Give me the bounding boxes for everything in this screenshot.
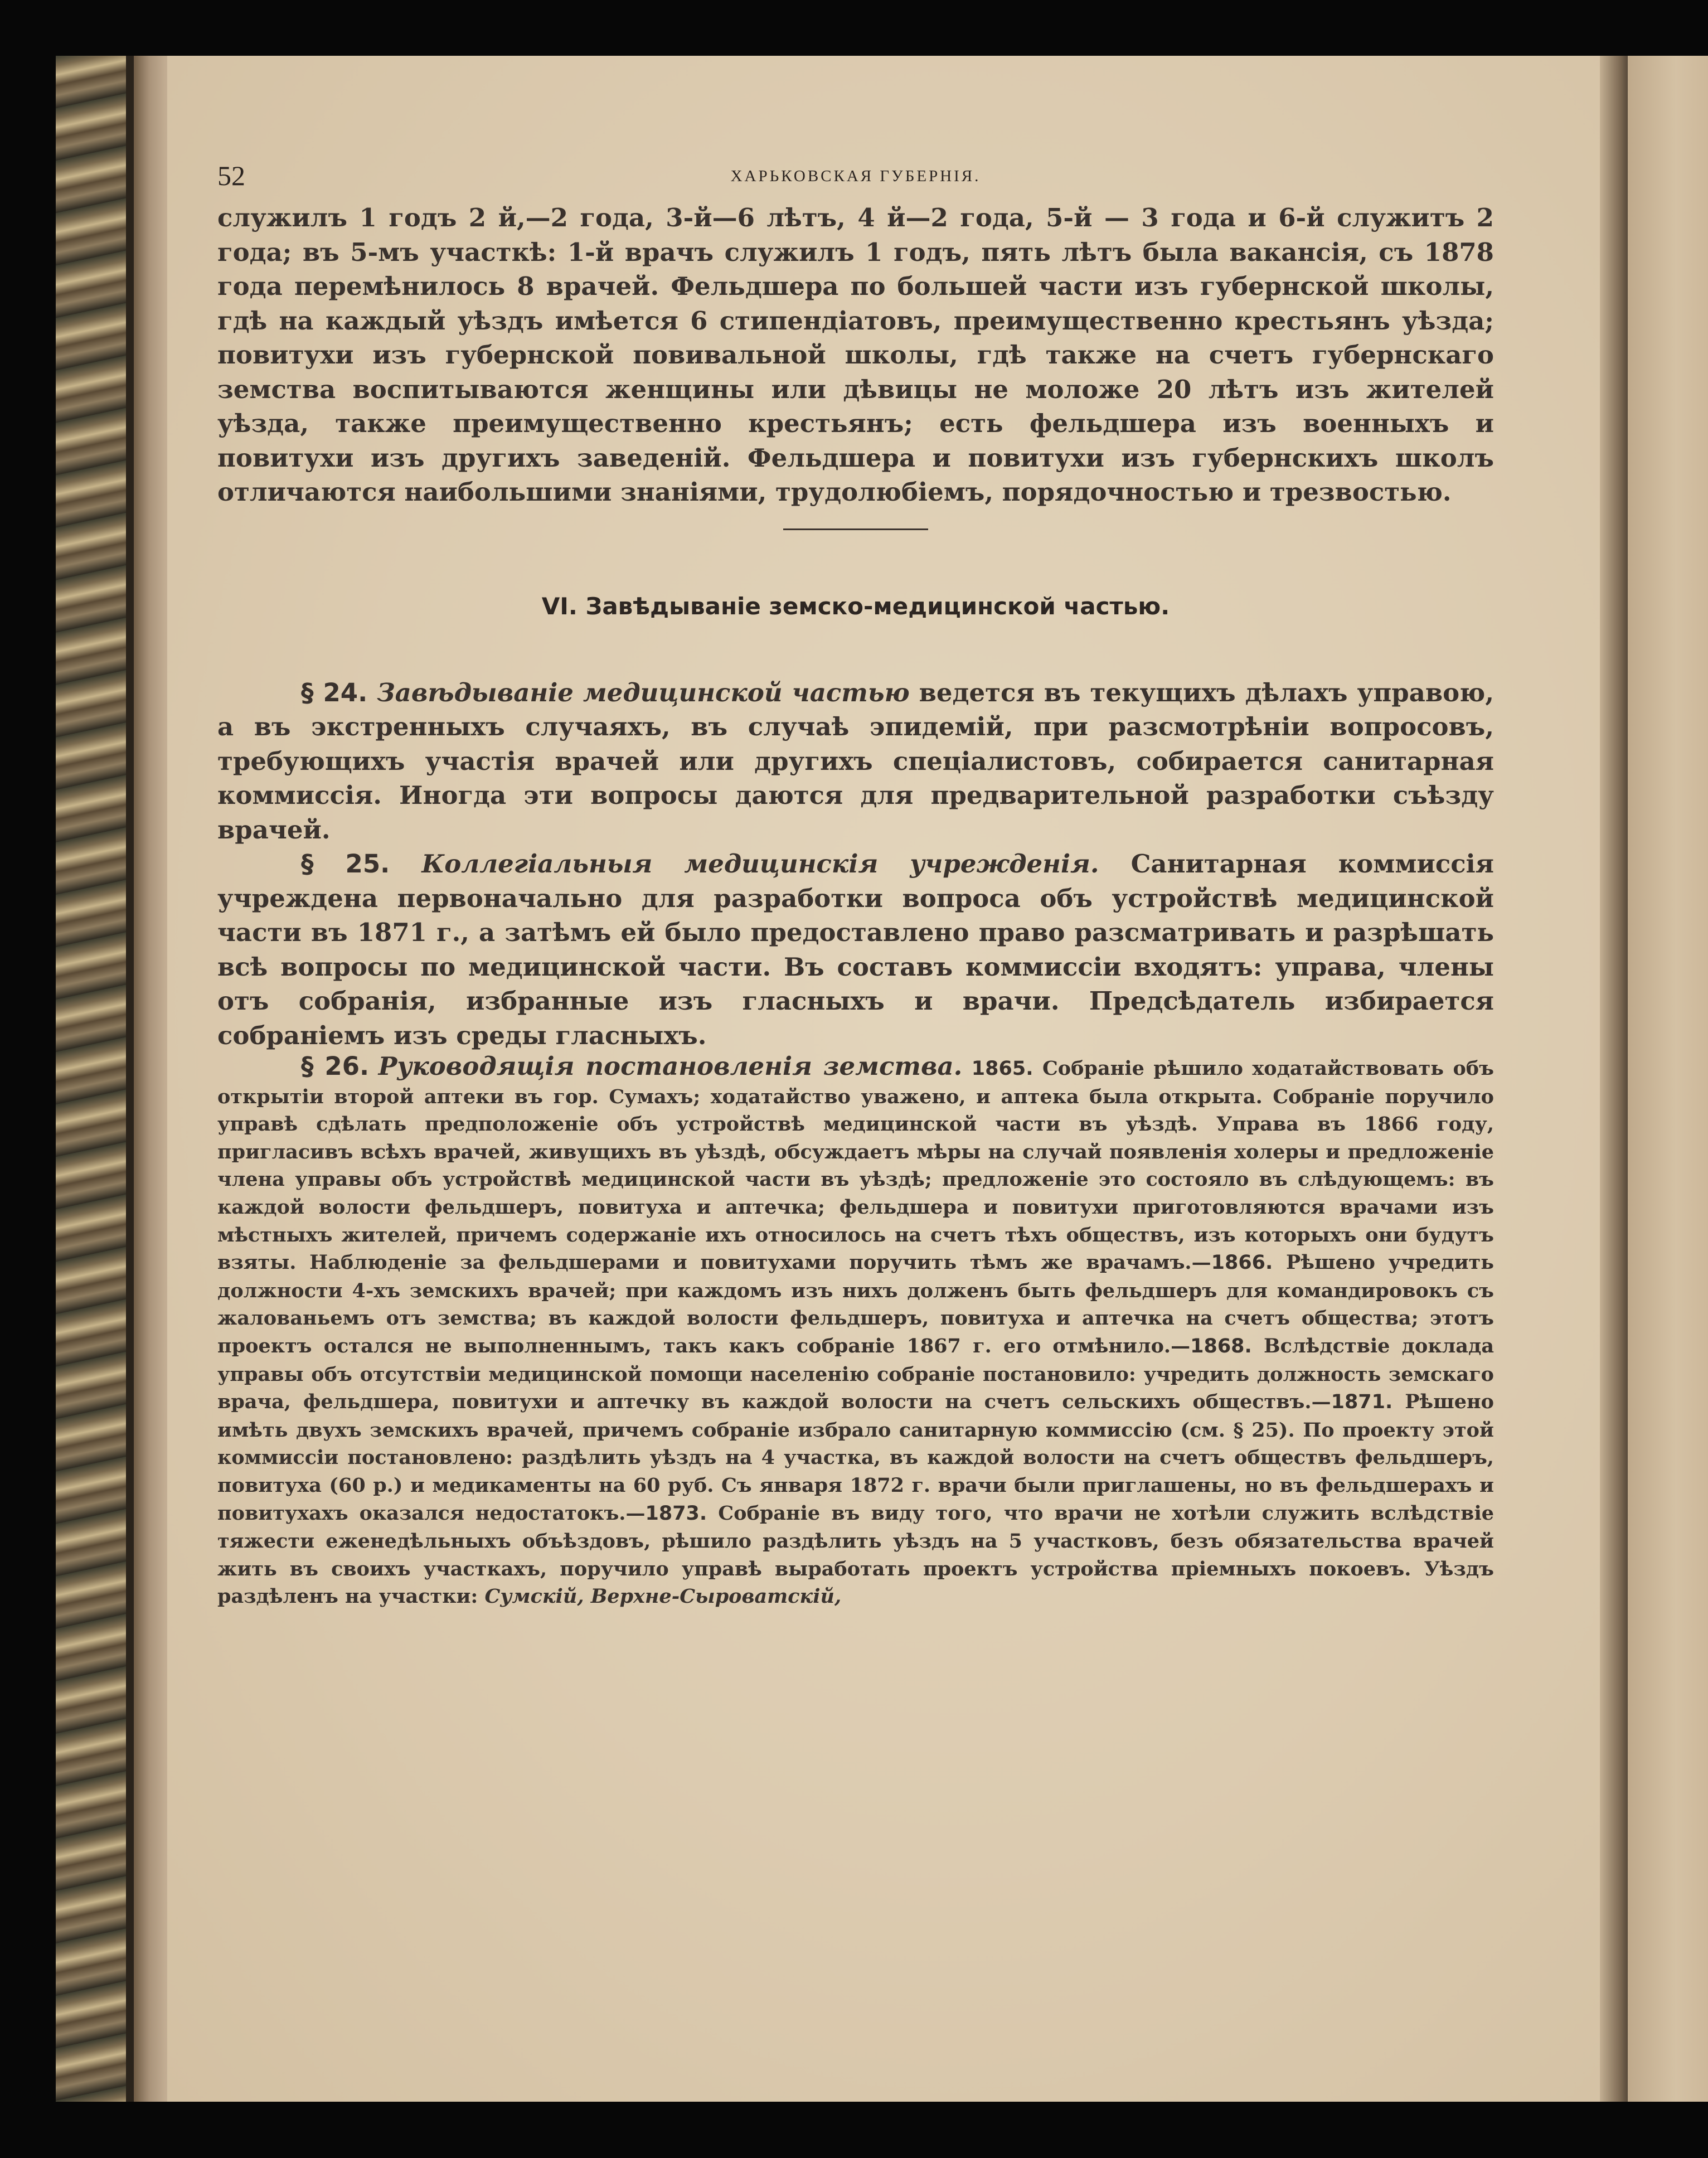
page-number: 52 — [217, 160, 245, 191]
paragraph-24 — [217, 676, 1494, 847]
paragraph-text: Вслѣдствіе доклада управы объ отсутствіи медицинской помощи населенію собраніе постановило: учредить должность земскаго врача, фельдшера, повитухи и аптечку въ каждой волости на счетъ сельскихъ обществъ.— — [217, 1334, 1494, 1414]
year-marker: 1865. — [971, 1058, 1033, 1080]
paragraph-number: § 25. — [301, 849, 390, 879]
page-content — [217, 151, 1494, 1611]
year-marker: 1871. — [1331, 1391, 1393, 1414]
page-header — [217, 151, 1494, 201]
place-names: Сумскій, Верхне-Сыроватскій, — [484, 1585, 842, 1608]
running-head: ХАРЬКОВСКАЯ ГУБЕРНІЯ. — [730, 167, 981, 185]
paragraph-text: Собраніе въ виду того, что врачи не хотѣли служить вслѣдствіе тяжести еженедѣльныхъ объѣздовъ, рѣшило раздѣлить уѣздъ на 5 участковъ, безъ обязательства врачей жить въ своихъ участкахъ, поручило управѣ выработать проектъ устройства пріемныхъ покоевъ. Уѣздъ раздѣленъ на участки: — [217, 1501, 1494, 1608]
paragraph-25 — [217, 847, 1494, 1053]
facing-page-edge — [1628, 56, 1708, 2102]
paragraph-text: Санитарная коммиссія учреждена первоначально для разработки вопроса объ устройствѣ медицинской части въ 1871 г., а затѣмъ ей было предоставлено право разсматривать и разрѣшать всѣ вопросы по медицинской части. Въ составъ коммиссіи входятъ: управа, члены отъ собранія, избранные изъ гласныхъ и врачи. Предсѣдатель избирается собраніемъ изъ среды гласныхъ. — [217, 849, 1494, 1050]
paragraph-number: § 24. — [301, 677, 368, 707]
paragraph-number: § 26. — [301, 1051, 370, 1081]
section-title: VI. Завѣдываніе земско-медицинской частью. — [541, 592, 1170, 620]
year-marker: 1873. — [645, 1502, 707, 1525]
paragraph-text: Рѣшено учредить должности 4-хъ земскихъ врачей; при каждомъ изъ нихъ долженъ быть фельдшеръ для командировокъ съ жалованьемъ отъ земства; въ каждой волости фельдшеръ, повитуха и аптечка на счетъ общества; этотъ проектъ остался не выполненнымъ, такъ какъ собраніе 1867 г. его отмѣнило.— — [217, 1251, 1494, 1357]
paragraph-text: Рѣшено имѣть двухъ земскихъ врачей, причемъ собраніе избрало санитарную коммиссію (см. § 25). По проекту этой коммиссіи постановлено: раздѣлить уѣздъ на 4 участка, въ каждой волости на счетъ обществъ фельдшеръ, повитуха (60 р.) и медикаменты на 60 руб. Съ января 1872 г. врачи были приглашены, но въ фельдшерахъ и повитухахъ оказался недостатокъ.— — [217, 1390, 1494, 1525]
paragraph-26 — [217, 1053, 1494, 1611]
year-marker: 1868. — [1190, 1335, 1252, 1357]
year-marker: 1866. — [1211, 1252, 1273, 1274]
paragraph-title: Завѣдываніе медицинской частью — [377, 677, 910, 707]
paragraph-title: Руководящія постановленія земства. — [378, 1051, 963, 1081]
paragraph-title: Коллегіальныя медицинскія учрежденія. — [421, 849, 1099, 879]
paragraph-text: ведется въ текущихъ дѣлахъ управою, а въ экстренныхъ случаяхъ, въ случаѣ эпидемій, при разсмотрѣніи вопросовъ, требующихъ участія врачей или другихъ спеціалистовъ, собирается санитарная коммиссія. Иногда эти вопросы даются для предварительной разработки съѣзду врачей. — [217, 677, 1494, 845]
paragraph-text: Собраніе рѣшило ходатайствовать объ открытіи второй аптеки въ гор. Сумахъ; ходатайство уважено, и аптека была открыта. Собраніе поручило управѣ сдѣлать предположеніе объ устройствѣ медицинской части въ уѣздѣ. Управа въ 1866 году, пригласивъ всѣхъ врачей, живущихъ въ уѣздѣ, обсуждаетъ мѣры на случай появленія холеры и предложеніе члена управы объ устройствѣ медицинской части въ уѣздѣ; предложеніе это состояло въ слѣдующемъ: въ каждой волости фельдшеръ, повитуха и аптечка; фельдшера и повитухи приготовляются врачами изъ мѣстныхъ жителей, причемъ содержаніе ихъ относилось на счетъ тѣхъ обществъ, изъ которыхъ они будутъ взяты. Наблюденіе за фельдшерами и повитухами поручить тѣмъ же врачамъ.— — [217, 1057, 1494, 1274]
intro-paragraph: служилъ 1 годъ 2 й,—2 года, 3-й—6 лѣтъ, 4 й—2 года, 5-й — 3 года и 6-й служитъ 2 года; въ 5-мъ участкѣ: 1-й врачъ служилъ 1 годъ, пять лѣтъ была вакансія, съ 1878 года перемѣнилось 8 врачей. Фельдшера по большей части изъ губернской школы, гдѣ на каждый уѣздъ имѣется 6 стипендіатовъ, преимущественно крестьянъ уѣзда; повитухи изъ губернской повивальной школы, гдѣ также на счетъ губернскаго земства воспитываются женщины или дѣвицы не моложе 20 лѣтъ изъ жителей уѣзда, также преимущественно крестьянъ; есть фельдшера изъ военныхъ и повитухи изъ другихъ заведеній. Фельдшера и повитухи изъ губернскихъ школъ отличаются наибольшими знаніями, трудолюбіемъ, порядочностью и трезвостью. — [217, 203, 1494, 507]
section-divider — [783, 528, 928, 530]
